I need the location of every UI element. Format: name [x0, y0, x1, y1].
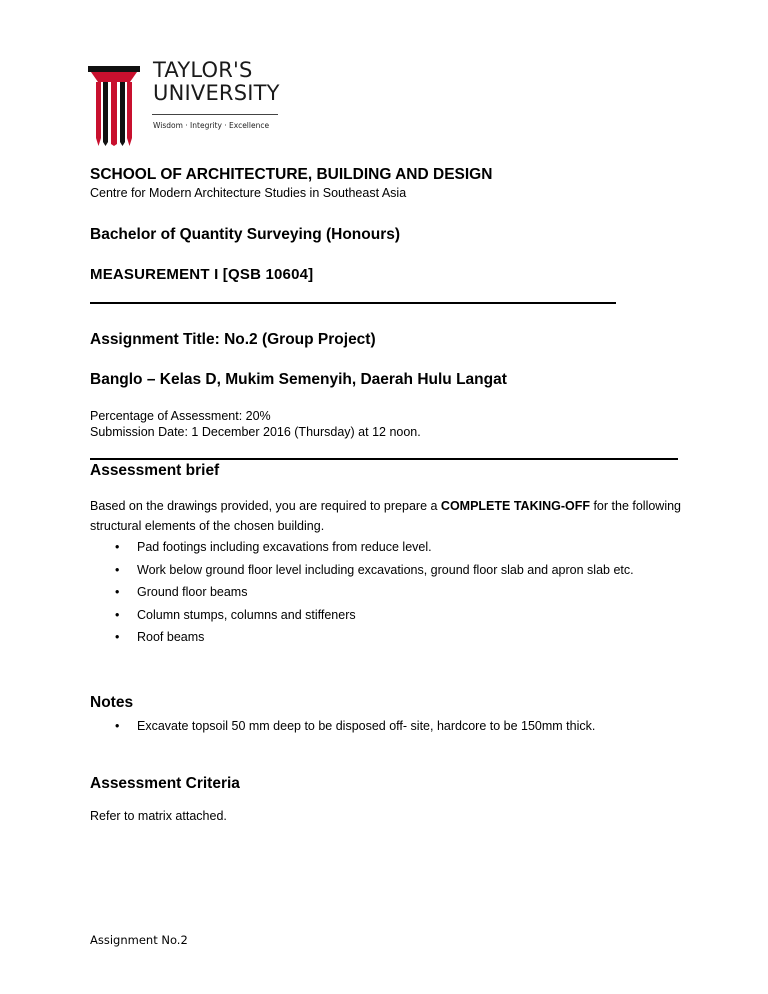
logo-top-bar	[88, 66, 140, 72]
logo-divider	[152, 114, 278, 115]
university-tagline: Wisdom · Integrity · Excellence	[153, 121, 270, 130]
university-logo-mark	[88, 66, 140, 146]
course-code: MEASUREMENT I [QSB 10604]	[90, 266, 314, 283]
bullet-icon: •	[115, 540, 120, 554]
notes-bullet-list	[115, 715, 595, 738]
brief-intro-emphasis: COMPLETE TAKING-OFF	[440, 499, 590, 513]
criteria-text: Refer to matrix attached.	[90, 809, 227, 823]
brief-intro-text: Based on the drawings provided, you are required to prepare a	[90, 499, 441, 513]
brief-bullet-list	[115, 536, 634, 649]
list-item-text: Pad footings including excavations from reduce level.	[137, 540, 432, 554]
list-item-text: Roof beams	[137, 630, 205, 644]
list-item-text: Work below ground floor level including excavations, ground floor slab and apron slab etc.	[137, 562, 634, 577]
brief-intro-line1	[90, 499, 681, 513]
centre-name: Centre for Modern Architecture Studies in Southeast Asia	[90, 186, 407, 200]
list-item	[115, 559, 634, 582]
bullet-icon: •	[115, 607, 120, 622]
logo-red-band	[91, 72, 137, 82]
assessment-percentage: Percentage of Assessment: 20%	[90, 409, 271, 423]
assessment-criteria-heading: Assessment Criteria	[90, 775, 240, 792]
logo-column-4	[120, 82, 125, 142]
submission-date: Submission Date: 1 December 2016 (Thursday) at 12 noon.	[90, 425, 421, 439]
university-name-line2: UNIVERSITY	[153, 81, 280, 105]
list-item	[115, 581, 634, 604]
list-item	[115, 626, 634, 649]
brief-intro-line2: structural elements of the chosen building.	[90, 519, 325, 533]
assessment-brief-heading: Assessment brief	[90, 462, 220, 479]
brief-intro-text-end: for the following	[589, 499, 682, 513]
school-name: SCHOOL OF ARCHITECTURE, BUILDING AND DESIGN	[90, 166, 493, 183]
university-name-line1: TAYLOR'S	[153, 58, 253, 82]
logo-column-1	[96, 82, 101, 138]
logo-column-2	[103, 82, 108, 142]
list-item-text: Excavate topsoil 50 mm deep to be disposed off- site, hardcore to be 150mm thick.	[137, 719, 596, 733]
header-divider	[90, 302, 616, 304]
logo-column-3	[111, 82, 117, 144]
bullet-icon: •	[115, 630, 120, 644]
section-divider	[90, 458, 678, 460]
page-footer: Assignment No.2	[90, 933, 188, 947]
logo-column-5	[127, 82, 132, 138]
bullet-icon: •	[115, 585, 120, 599]
project-name: Banglo – Kelas D, Mukim Semenyih, Daerah Hulu Langat	[90, 371, 507, 388]
bullet-icon: •	[115, 562, 120, 577]
list-item	[115, 536, 634, 559]
university-name	[153, 59, 280, 105]
bullet-icon: •	[115, 719, 120, 733]
list-item	[115, 604, 634, 627]
notes-heading: Notes	[90, 694, 134, 711]
list-item-text: Column stumps, columns and stiffeners	[137, 607, 356, 622]
assignment-title: Assignment Title: No.2 (Group Project)	[90, 331, 376, 348]
list-item	[115, 715, 595, 738]
degree-title: Bachelor of Quantity Surveying (Honours)	[90, 226, 401, 243]
list-item-text: Ground floor beams	[137, 585, 248, 599]
